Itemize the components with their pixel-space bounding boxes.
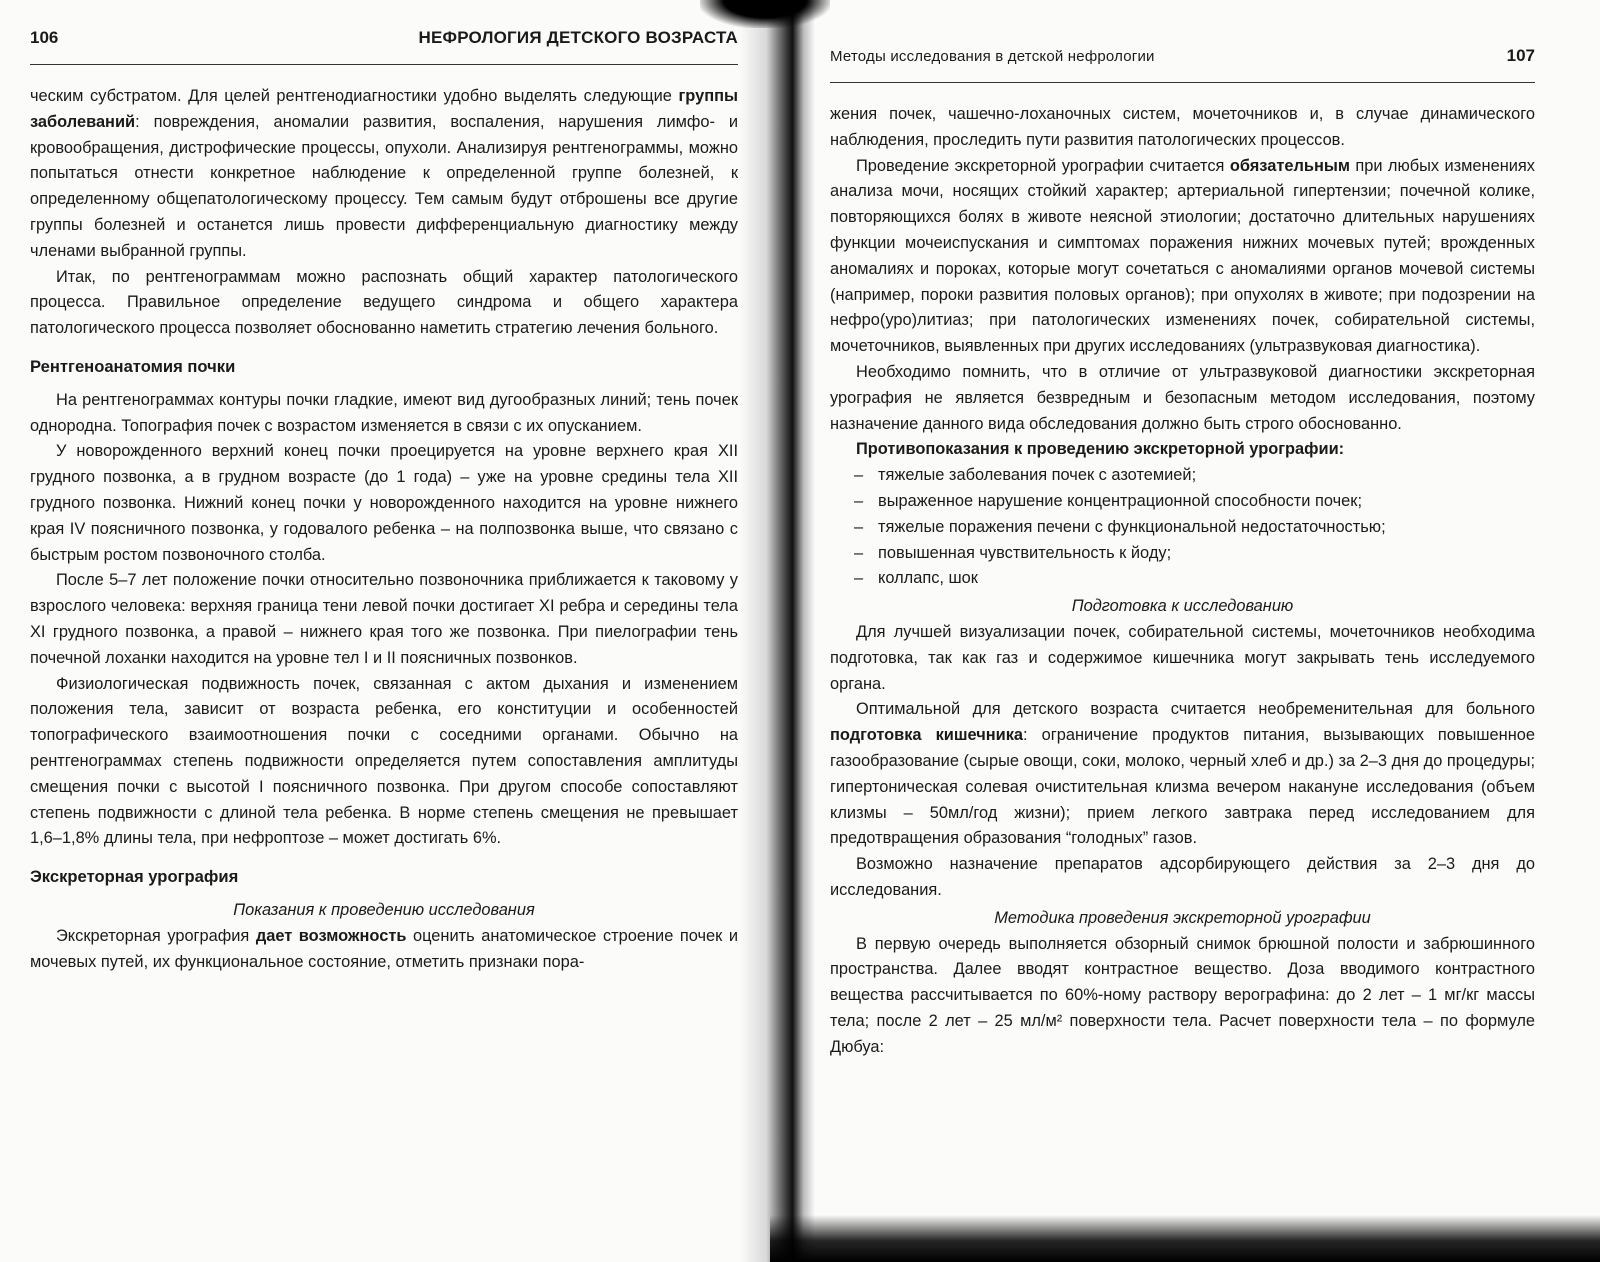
right-text-column bbox=[830, 102, 1535, 1060]
bold-term: подготовка кишечника bbox=[830, 726, 1024, 745]
paragraph: ческим субстратом. Для целей рентгенодиагностики удобно выделять следующие группы заболеваний: повреждения, аномалии развития, воспаления, нарушения лимфо- и кровообращения, дистрофические процессы, опухоли. Анализируя рентгенограммы, можно попытаться отнести конкретное наблюдение к определенной группе болезней, к определенному общепатологическому процессу. Тем самым будут отброшены все другие группы болезней и останется лишь провести дифференциальную диагностику между членами выбранной группы. bbox=[30, 87, 738, 260]
paragraph: Проведение экскреторной урографии считается обязательным при любых изменениях анализа мочи, носящих стойкий характер; артериальной гипертензии; почечной колике, повторяющихся болях в животе неясной этиологии; достаточно длительных нарушениях функции мочеиспускания и симптомах поражения нижних мочевых путей; врожденных аномалиях и пороках, которые могут сочетаться с аномалиями органов мочевой системы (например, пороки развития половых органов); при опухолях в животе; при подозрении на нефро(уро)литиаз; при патологических изменениях почек, собирательной системы, мочеточников, выявленных при других исследованиях (ультразвуковая диагностика). bbox=[830, 156, 1535, 356]
page-number-right: 107 bbox=[1506, 46, 1535, 65]
paragraph: Оптимальной для детского возраста считается необременительная для больного подготовка кишечника: ограничение продуктов питания, вызывающих повышенное газообразование (сырые овощи, соки, молоко, черный хлеб и др.) за 2–3 дня до процедуры; гипертоническая солевая очистительная клизма вечером накануне исследования (объем клизмы – 50мл/год жизни); прием легкого завтрака перед исследованием для предотвращения образования “голодных” газов. bbox=[830, 700, 1535, 848]
contraindications-heading: Противопоказания к проведению экскреторной урографии: bbox=[856, 440, 1345, 459]
binding-shadow-top bbox=[700, 0, 830, 28]
list-item: – тяжелые заболевания почек с азотемией; bbox=[854, 463, 1535, 489]
list-item: – тяжелые поражения печени с функциональной недостаточностью; bbox=[854, 515, 1535, 541]
paragraph: Для лучшей визуализации почек, собирательной системы, мочеточников необходима подготовка, так как газ и содержимое кишечника могут закрывать тень исследуемого органа. bbox=[830, 622, 1535, 693]
italic-subheading: Подготовка к исследованию bbox=[1071, 597, 1294, 616]
paragraph: Итак, по рентгенограммам можно распознать общий характер патологического процесса. Правильное определение ведущего синдрома и общего характера патологического процесса позволяет обоснованно наметить стратегию лечения больного. bbox=[30, 267, 738, 338]
left-text-column bbox=[30, 84, 738, 975]
paragraph: Экскреторная урография дает возможность оценить анатомическое строение почек и мочевых путей, их функциональное состояние, отметить признаки пора- bbox=[30, 926, 739, 971]
page-edge-shadow bbox=[770, 1215, 1600, 1262]
italic-subheading: Методика проведения экскреторной урографии bbox=[994, 908, 1371, 927]
paragraph: Необходимо помнить, что в отличие от ультразвуковой диагностики экскреторная урография не является безвредным и безопасным методом исследования, поэтому назначение данного вида обследования должно быть строго обоснованно. bbox=[830, 362, 1535, 433]
running-title-right: Методы исследования в детской нефрологии bbox=[830, 48, 1155, 65]
list-item: – коллапс, шок bbox=[854, 566, 1535, 592]
paragraph: жения почек, чашечно-лоханочных систем, мочеточников и, в случае динамического наблюдения, проследить пути развития патологических процессов. bbox=[830, 105, 1535, 149]
book-gutter bbox=[740, 0, 815, 1262]
paragraph: Возможно назначение препаратов адсорбирующего действия за 2–3 дня до исследования. bbox=[830, 855, 1535, 899]
paragraph: У новорожденного верхний конец почки проецируется на уровне верхнего края XII грудного позвонка, а в грудном возрасте (до 1 года) – уже на уровне средины тела XII грудного позвонка. Нижний конец почки у новорожденного находится на уровне нижнего края IV поясничного позвонка, у годовалого ребенка – на полпозвонка выше, что связано с быстрым ростом позвоночного столба. bbox=[30, 442, 738, 564]
paragraph: После 5–7 лет положение почки относительно позвоночника приближается к таковому у взрослого человека: верхняя граница тени левой почки достигает XI ребра и середины тела XI грудного позвонка, а правой – нижнего края того же позвонка. При пиелографии тень почечной лоханки находится на уровне тел I и II поясничных позвонков. bbox=[30, 571, 738, 667]
bold-term: дает возможность bbox=[255, 926, 407, 945]
paragraph: Физиологическая подвижность почек, связанная с актом дыхания и изменением положения тела, зависит от возраста ребенка, его конституции и особенностей топографического взаимоотношения почки с соседними органами. Обычно на рентгенограммах степень подвижности определяется путем сопоставления амплитуды смещения почки с высотой I поясничного позвонка. При другом способе сопоставляют степень подвижности с длиной тела ребенка. В норме степень смещения не превышает 1,6–1,8% длины тела, при нефроптозе – может достигать 6%. bbox=[30, 674, 738, 848]
page-number-left: 106 bbox=[30, 28, 59, 47]
bold-term: обязательным bbox=[1229, 156, 1350, 175]
section-heading: Рентгеноанатомия почки bbox=[30, 356, 236, 376]
list-item: – повышенная чувствительность к йоду; bbox=[854, 541, 1535, 567]
paragraph: На рентгенограммах контуры почки гладкие, имеют вид дугообразных линий; тень почек однородна. Топография почек с возрастом изменяется в связи с их опусканием. bbox=[30, 390, 738, 435]
left-page bbox=[0, 0, 775, 1262]
list-item: – выраженное нарушение концентрационной способности почек; bbox=[854, 489, 1535, 515]
running-title-left: НЕФРОЛОГИЯ ДЕТСКОГО ВОЗРАСТА bbox=[418, 28, 738, 47]
paragraph: В первую очередь выполняется обзорный снимок брюшной полости и забрюшинного пространства. Далее вводят контрастное вещество. Доза вводимого контрастного вещества рассчитывается по 60%-ному раствору верографина: до 2 лет – 1 мг/кг массы тела; после 2 лет – 25 мл/м² поверхности тела. Расчет поверхности тела – по формуле Дюбуа: bbox=[830, 934, 1535, 1056]
contraindications-list bbox=[830, 463, 1535, 592]
left-page-header bbox=[30, 28, 738, 65]
right-page-header bbox=[830, 46, 1535, 83]
bold-term: группы заболеваний bbox=[30, 87, 738, 131]
italic-subheading: Показания к проведению исследования bbox=[233, 900, 535, 919]
section-heading: Экскреторная урография bbox=[30, 867, 239, 887]
